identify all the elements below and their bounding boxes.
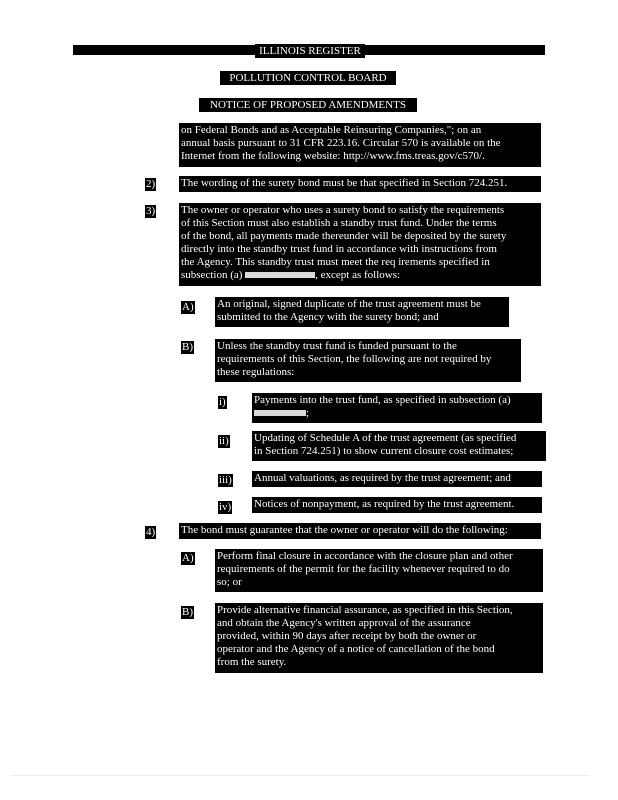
item-4b-line: operator and the Agency of a notice of cancellation of the bond [217,643,495,655]
item-3-line: The owner or operator who uses a surety bond to satisfy the requirements [181,204,505,216]
item-ii-line: in Section 724.251) to show current closure cost estimates; [254,445,514,457]
intro-line: Internet from the following website: http://www.fms.treas.gov/c570/. [181,150,485,162]
item-3a-paragraph [215,297,509,327]
item-iv-label: iv) [219,501,232,513]
item-4b-line: Provide alternative financial assurance, as specified in this Section, [217,604,513,616]
item-3a-label: A) [182,301,194,313]
item-4-text [179,523,541,539]
header-register-title: ILLINOIS REGISTER [255,44,365,58]
intro-line: annual basis pursuant to 31 CFR 223.16. Circular 570 is available on the [181,137,501,149]
item-3a-line: submitted to the Agency with the surety bond; and [217,311,439,323]
item-3b-paragraph [215,339,521,382]
item-4b-line: from the surety. [217,656,287,668]
intro-line: on Federal Bonds and as Acceptable Reinsuring Companies,"; on an [181,124,482,136]
item-4b-paragraph [215,603,543,673]
item-3-line: of the bond, all payments made thereunder will be deposited by the surety [181,230,507,242]
item-4a-line: Perform final closure in accordance with the closure plan and other [217,550,513,562]
item-3b-label: B) [182,341,193,353]
item-iv-line: Notices of nonpayment, as required by the trust agreement. [254,498,515,510]
item-3-label: 3) [146,205,156,217]
item-3-line: directly into the standby trust fund in accordance with instructions from [181,243,497,255]
item-3-paragraph [179,203,541,286]
item-3-last-pre: subsection (a) [181,269,243,281]
item-3-last-post: , except as follows: [315,269,401,281]
item-3b-line: requirements of this Section, the following are not required by [217,353,492,365]
item-i-paragraph [252,393,542,423]
item-4a-line: so; or [217,576,242,588]
header-notice-title: NOTICE OF PROPOSED AMENDMENTS [199,98,417,112]
item-4b-label: B) [182,606,193,618]
item-4b-line: provided, within 90 days after receipt by both the owner or [217,630,477,642]
item-iv-text [252,497,542,513]
item-4-line: The bond must guarantee that the owner or operator will do the following: [181,524,508,536]
item-4a-line: requirements of the permit for the facility whenever required to do [217,563,510,575]
item-i-line-2 [254,407,540,420]
item-3-last-line [181,269,539,282]
item-3-line: of this Section must also establish a standby trust fund. Under the terms [181,217,497,229]
item-ii-label: ii) [219,435,229,447]
page-bottom-edge [10,775,590,776]
item-i-line-2-text: ; [306,407,310,419]
item-3b-line: Unless the standby trust fund is funded pursuant to the [217,340,457,352]
redacted-citation [254,410,306,416]
item-2-label: 2) [146,178,156,190]
item-4-label: 4) [146,526,156,538]
item-2-text [179,176,541,192]
item-4a-label: A) [182,552,194,564]
intro-paragraph [179,123,541,167]
header-board-name: POLLUTION CONTROL BOARD [220,71,396,85]
item-2-line: The wording of the surety bond must be that specified in Section 724.251. [181,177,508,189]
item-3a-line: An original, signed duplicate of the trust agreement must be [217,298,481,310]
item-i-label: i) [219,396,226,408]
redacted-citation [245,272,315,278]
item-ii-paragraph [252,431,546,461]
item-iii-text [252,471,542,487]
item-3b-line: these regulations: [217,366,295,378]
item-i-line: Payments into the trust fund, as specified in subsection (a) [254,394,511,406]
item-ii-line: Updating of Schedule A of the trust agreement (as specified [254,432,517,444]
item-3-line: the Agency. This standby trust must meet the req irements specified in [181,256,490,268]
item-iii-label: iii) [219,474,232,486]
item-4b-line: and obtain the Agency's written approval of the assurance [217,617,471,629]
item-iii-line: Annual valuations, as required by the trust agreement; and [254,472,511,484]
item-4a-paragraph [215,549,543,592]
